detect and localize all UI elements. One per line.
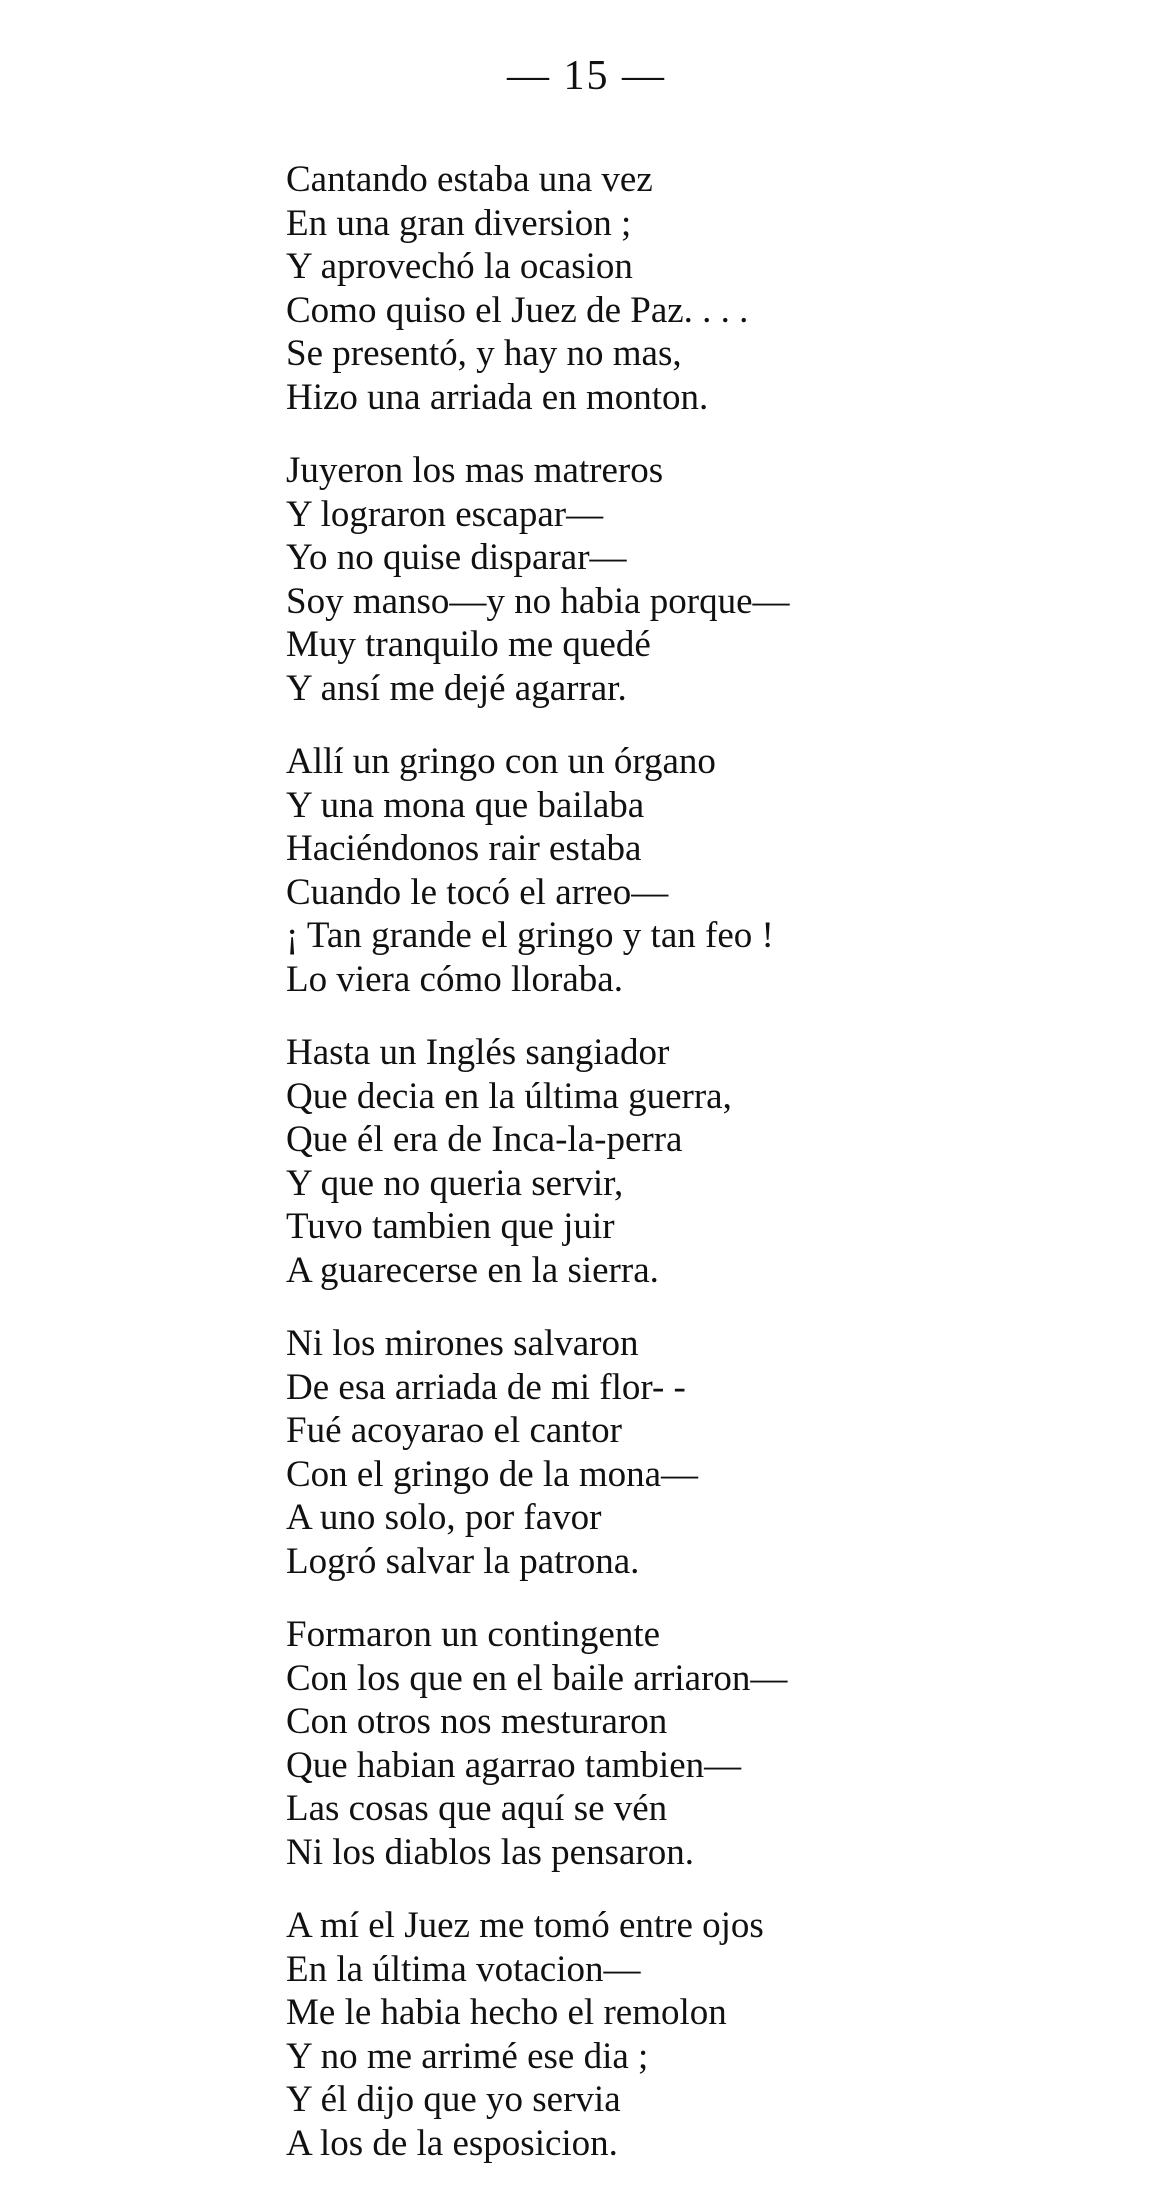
verse-line: Yo no quise disparar— <box>286 537 627 578</box>
verse-line: Las cosas que aquí se vén <box>286 1788 668 1829</box>
verse-line: Formaron un contingente <box>286 1614 661 1655</box>
verse-line: En la última votacion— <box>286 1948 641 1990</box>
verse-line: A los de la esposicion. <box>286 2122 618 2164</box>
verse-line: Que habian agarrao tambien— <box>286 1744 742 1786</box>
verse-line: Cantando estaba una vez <box>286 159 653 200</box>
poem-body <box>286 158 1086 2195</box>
verse-line: Hizo una arriada en monton. <box>286 376 709 418</box>
verse-line: En una gran diversion ; <box>286 202 632 244</box>
verse-line: Y él dijo que yo servia <box>286 2079 621 2120</box>
verse-line: Y no me arrimé ese dia ; <box>286 2035 649 2077</box>
verse-line: Fué acoyarao el cantor <box>286 1410 622 1451</box>
stanza-2 <box>286 449 1086 710</box>
verse-line: Cuando le tocó el arreo— <box>286 871 669 913</box>
verse-line: Logró salvar la patrona. <box>286 1540 640 1582</box>
verse-line: Tuvo tambien que juir <box>286 1206 615 1247</box>
verse-line: Haciéndonos rair estaba <box>286 828 642 869</box>
verse-line: Se presentó, y hay no mas, <box>286 333 682 374</box>
stanza-5 <box>286 1322 1086 1583</box>
verse-line: Allí un gringo con un órgano <box>286 741 716 782</box>
stanza-7 <box>286 1904 1086 2165</box>
verse-line: Y aprovechó la ocasion <box>286 246 633 287</box>
verse-line: Hasta un Inglés sangiador <box>286 1032 670 1073</box>
verse-line: Y lograron escapar— <box>286 493 604 535</box>
verse-line: Que él era de Inca-la-perra <box>286 1119 683 1160</box>
stanza-1 <box>286 158 1086 419</box>
verse-line: Y que no queria servir, <box>286 1162 624 1204</box>
verse-line: Con los que en el baile arriaron— <box>286 1657 788 1699</box>
page-number: — 15 — <box>507 53 666 99</box>
verse-line: Con el gringo de la mona— <box>286 1453 699 1495</box>
stanza-6 <box>286 1613 1086 1874</box>
verse-line: Lo viera cómo lloraba. <box>286 958 623 1000</box>
verse-line: Que decia en la última guerra, <box>286 1075 732 1117</box>
verse-line: Y ansí me dejé agarrar. <box>286 667 627 709</box>
verse-line: Ni los diablos las pensaron. <box>286 1831 694 1873</box>
verse-line: Con otros nos mesturaron <box>286 1701 668 1742</box>
stanza-3 <box>286 740 1086 1001</box>
verse-line: Como quiso el Juez de Paz. . . . <box>286 289 749 331</box>
verse-line: Me le habia hecho el remolon <box>286 1992 727 2033</box>
verse-line: A guarecerse en la sierra. <box>286 1249 659 1291</box>
verse-line: A uno solo, por favor <box>286 1497 602 1538</box>
verse-line: Soy manso—y no habia porque— <box>286 580 790 622</box>
verse-line: Ni los mirones salvaron <box>286 1323 639 1364</box>
verse-line: ¡ Tan grande el gringo y tan feo ! <box>286 915 774 956</box>
verse-line: Y una mona que bailaba <box>286 784 645 826</box>
verse-line: Muy tranquilo me quedé <box>286 624 651 665</box>
verse-line: De esa arriada de mi flor- - <box>286 1366 686 1408</box>
verse-line: A mí el Juez me tomó entre ojos <box>286 1905 764 1946</box>
stanza-4 <box>286 1031 1086 1292</box>
verse-line: Juyeron los mas matreros <box>286 450 664 491</box>
